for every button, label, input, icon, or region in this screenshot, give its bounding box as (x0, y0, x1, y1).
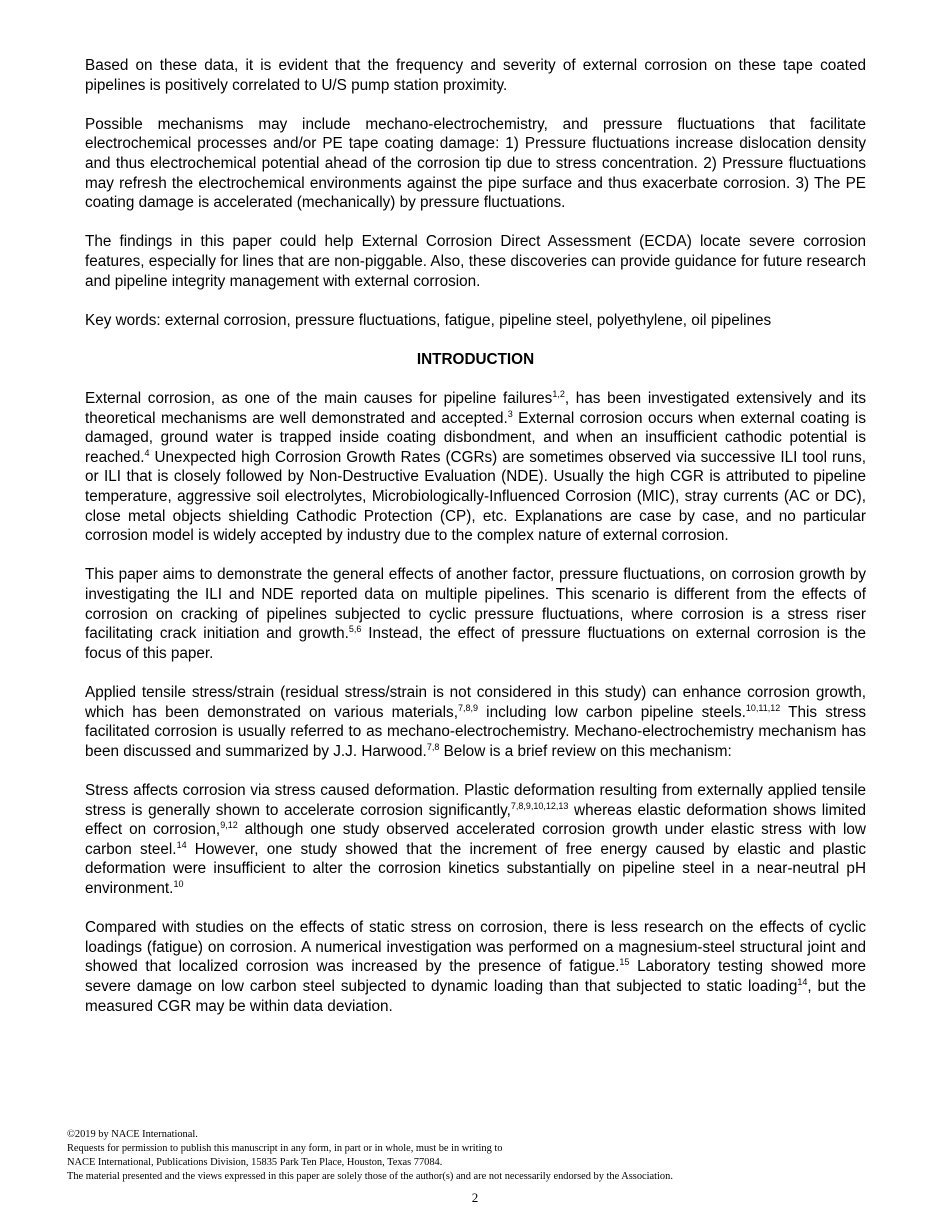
disclaimer-line: The material presented and the views expressed in this paper are solely those of the author(s) and are not necessarily endorsed by the Association. (67, 1171, 673, 1183)
permission-line: Requests for permission to publish this manuscript in any form, in part or in whole, must be in writing to (67, 1143, 503, 1155)
citation: 9,12 (220, 820, 238, 831)
paragraph-correlation: Based on these data, it is evident that the frequency and severity of external corrosion on these tape coated pipelines is positively correlated to U/S pump station proximity. (85, 57, 866, 94)
paragraph-intro-2: This paper aims to demonstrate the general effects of another factor, pressure fluctuations, on corrosion growth by investigating the ILI and NDE reported data on multiple pipelines. This scenario is different from the effects of corrosion on cracking of pipelines subjected to cyclic pressure fluctuations, where corrosion is a stress riser facilitating crack initiation and growth.$^{5,6}$ Instead, the effect of pressure fluctuations on external corrosion is the focus of this paper. (85, 566, 866, 662)
paragraph-intro-5: Compared with studies on the effects of static stress on corrosion, there is less research on the effects of cyclic loadings (fatigue) on corrosion. A numerical investigation was performed on a magnesium-steel structural joint and showed that localized corrosion was increased by the presence of fatigue.$^{15}$ Laboratory testing showed more severe damage on low carbon steel subjected to dynamic loading than that subjected to static loading$^{14}$, but the measured CGR may be within data deviation. (85, 919, 867, 1015)
paragraph-keywords: Key words: external corrosion, pressure fluctuations, fatigue, pipeline steel, polyethylene, oil pipelines (85, 311, 772, 329)
paragraph-findings: The findings in this paper could help External Corrosion Direct Assessment (ECDA) locate severe corrosion features, especially for lines that are non-piggable. Also, these discoveries can provide guidance for future research and pipeline integrity management with external corrosion. (85, 233, 866, 290)
citation: 15 (619, 957, 630, 968)
section-heading-introduction: INTRODUCTION (416, 350, 535, 368)
citation: 3 (507, 408, 513, 419)
citation: 7,8 (426, 741, 440, 752)
citation: 7,8,9,10,12,13 (510, 800, 569, 811)
citation: 14 (797, 976, 808, 987)
citation: 4 (144, 447, 150, 458)
citation: 14 (176, 839, 187, 850)
paragraph-intro-1: External corrosion, as one of the main causes for pipeline failures$^{1,2}$, has been investigated extensively and its theoretical mechanisms are well demonstrated and accepted.$^3$ External corrosion occurs when external coating is damaged, ground water is trapped inside coating disbondment, and when an insufficient cathodic potential is reached.$^4$ Unexpected high Corrosion Growth Rates (CGRs) are sometimes observed via successive ILI tool runs, or ILI that is closely followed by Non-Destructive Evaluation (NDE). Usually the high CGR is attributed to pipeline temperature, aggressive soil electrolytes, Microbiologically-Influenced Corrosion (MIC), stray currents (AC or DC), close metal objects shielding Cathodic Protection (CP), etc. Explanations are case by case, and no particular corrosion model is widely accepted by industry due to the complex nature of external corrosion. (85, 389, 867, 545)
paragraph-intro-3: Applied tensile stress/strain (residual stress/strain is not considered in this study) can enhance corrosion growth, which has been demonstrated on various materials,$^{7,8,9}$ including low carbon pipeline steels.$^{10,11,12}$ This stress facilitated corrosion is usually referred to as mechano-electrochemistry. Mechano-electrochemistry mechanism has been discussed and summarized by J.J. Harwood.$^{7,8}$ Below is a brief review on this mechanism: (85, 684, 866, 760)
citation: 5,6 (348, 624, 362, 635)
copyright-footer (67, 1128, 887, 1184)
citation: 1,2 (552, 389, 565, 400)
copyright-line: ©2019 by NACE International. (67, 1129, 198, 1140)
page-number: 2 (471, 1190, 479, 1205)
page-body (85, 56, 866, 1036)
paragraph-mechanisms: Possible mechanisms may include mechano-electrochemistry, and pressure fluctuations that facilitate electrochemical processes and/or PE tape coating damage: 1) Pressure fluctuations increase dislocation density and thus electrochemical potential ahead of the corrosion tip due to stress concentration. 2) Pressure fluctuations may refresh the electrochemical environments against the pipe surface and thus exacerbate corrosion. 3) The PE coating damage is accelerated (mechanically) by pressure fluctuations. (85, 115, 866, 212)
paragraph-intro-4: Stress affects corrosion via stress caused deformation. Plastic deformation resulting from externally applied tensile stress is generally shown to accelerate corrosion significantly,$^{7,8,9,10,12,13}$ whereas elastic deformation shows limited effect on corrosion,$^{9,12}$ although one study observed accelerated corrosion growth under elastic stress with low carbon steel.$^{14}$ However, one study showed that the increment of free energy caused by elastic and plastic deformation were insufficient to alter the corrosion kinetics substantially on pipeline steel in a near-neutral pH environment.$^{10}$ (85, 781, 866, 897)
citation: 7,8,9 (457, 702, 478, 713)
address-line: NACE International, Publications Division, 15835 Park Ten Place, Houston, Texas 77084. (67, 1157, 443, 1169)
citation: 10,11,12 (745, 702, 781, 713)
citation: 10 (173, 878, 184, 889)
